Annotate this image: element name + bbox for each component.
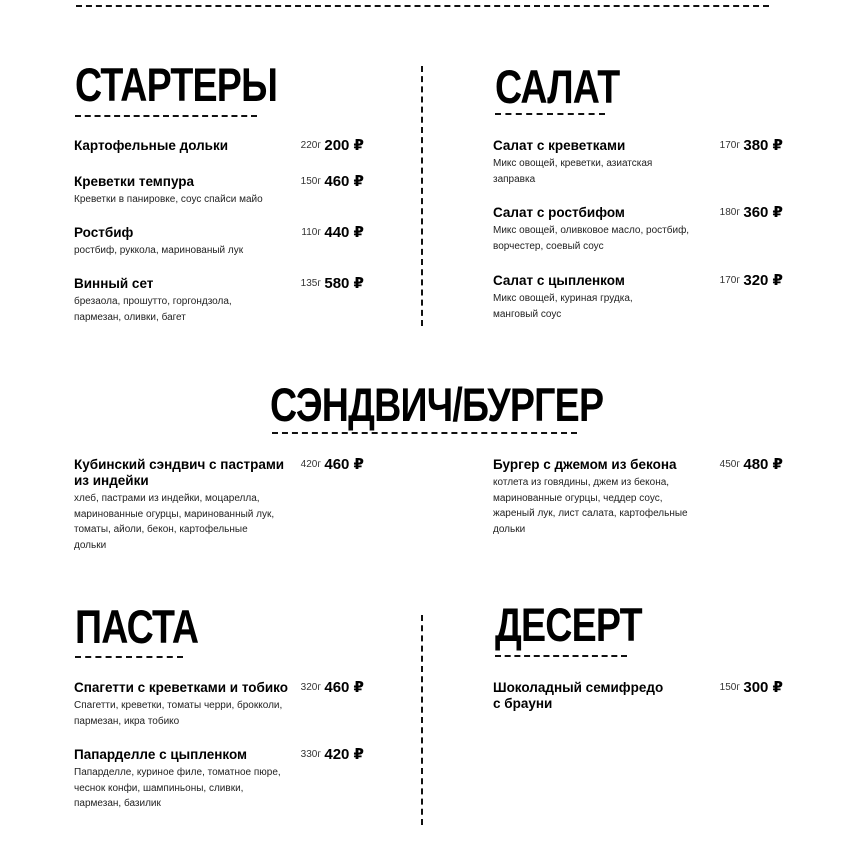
- item-description: Микс овощей, креветки, азиатская заправка: [493, 158, 653, 185]
- item-price: 580 ₽: [324, 275, 364, 292]
- menu-item: [74, 225, 364, 259]
- item-weight: 170г: [719, 140, 740, 151]
- item-name: Салат с цыпленком: [493, 273, 625, 288]
- item-name: Спагетти с креветками и тобико: [74, 680, 288, 695]
- item-weight: 150г: [300, 176, 321, 187]
- menu-item: [74, 138, 364, 154]
- menu-item: [493, 273, 783, 322]
- item-price: 380 ₽: [743, 137, 783, 154]
- item-description: Папарделле, куриное филе, томатное пюре, чеснок конфи, шампиньоны, сливки, пармезан, базилик: [74, 767, 281, 809]
- section-title: СЭНДВИЧ/БУРГЕР: [270, 378, 604, 431]
- item-weight: 320г: [300, 682, 321, 693]
- item-price: 460 ₽: [324, 456, 364, 473]
- item-price: 320 ₽: [743, 272, 783, 289]
- item-description: Микс овощей, куриная грудка, манговый соус: [493, 293, 633, 320]
- item-description: Креветки в панировке, соус спайси майо: [74, 194, 263, 205]
- menu-item: [493, 138, 783, 187]
- menu-item: [493, 680, 783, 712]
- menu-item: [493, 457, 783, 537]
- item-name: Папарделле с цыпленком: [74, 747, 248, 762]
- item-description: Микс овощей, оливковое масло, ростбиф, ворчестер, соевый соус: [493, 225, 690, 252]
- item-weight: 135г: [300, 278, 321, 289]
- item-weight: 330г: [300, 749, 321, 760]
- item-description: Спагетти, креветки, томаты черри, брокколи, пармезан, икра тобико: [74, 700, 283, 727]
- section-underline: [75, 115, 257, 117]
- item-weight: 420г: [300, 459, 321, 470]
- section-underline: [75, 656, 183, 658]
- item-price: 460 ₽: [324, 679, 364, 696]
- section-salad: [495, 60, 651, 113]
- section-title: ДЕСЕРТ: [495, 598, 642, 651]
- menu-item: [74, 276, 364, 325]
- item-weight: 450г: [719, 459, 740, 470]
- item-price: 480 ₽: [743, 456, 783, 473]
- section-underline: [495, 113, 605, 115]
- section-dessert: [495, 598, 679, 651]
- section-starters: [75, 58, 328, 111]
- section-title: СТАРТЕРЫ: [75, 58, 278, 111]
- section-sandwich-burger: [270, 378, 687, 431]
- item-name: Салат с креветками: [493, 138, 626, 153]
- column-divider-bottom: [421, 615, 423, 825]
- item-name: Салат с ростбифом: [493, 205, 625, 220]
- item-weight: 150г: [719, 682, 740, 693]
- section-title: ПАСТА: [75, 600, 199, 653]
- item-name: Винный сет: [74, 276, 154, 291]
- section-underline: [495, 655, 627, 657]
- item-price: 360 ₽: [743, 204, 783, 221]
- item-description: хлеб, пастрами из индейки, моцарелла, маринованные огурцы, маринованный лук, томаты, айоли, бекон, картофельные дольки: [74, 493, 275, 551]
- item-weight: 170г: [719, 275, 740, 286]
- item-weight: 180г: [719, 207, 740, 218]
- item-name: Картофельные дольки: [74, 138, 229, 153]
- item-name: Шоколадный семифредо с брауни: [493, 680, 664, 711]
- menu-item: [493, 205, 783, 254]
- menu-item: [74, 457, 364, 553]
- section-title: САЛАТ: [495, 60, 620, 113]
- item-name: Бургер с джемом из бекона: [493, 457, 677, 472]
- item-weight: 110г: [301, 227, 321, 238]
- item-description: брезаола, прошутто, горгондзола, пармезан, оливки, багет: [74, 296, 232, 323]
- section-pasta: [75, 600, 229, 653]
- item-name: Креветки темпура: [74, 174, 195, 189]
- column-divider-top: [421, 66, 423, 326]
- item-price: 200 ₽: [324, 137, 364, 154]
- menu-item: [74, 680, 364, 729]
- menu-item: [74, 747, 364, 812]
- item-weight: 220г: [300, 140, 321, 151]
- item-price: 300 ₽: [743, 679, 783, 696]
- item-price: 460 ₽: [324, 173, 364, 190]
- section-underline: [272, 432, 577, 434]
- menu-item: [74, 174, 364, 208]
- item-description: котлета из говядины, джем из бекона, маринованные огурцы, чеддер соус, жареный лук, лист салата, картофельные дольки: [493, 477, 688, 535]
- item-description: ростбиф, руккола, маринованый лук: [74, 245, 244, 256]
- item-name: Кубинский сэндвич с пастрами из индейки: [74, 457, 285, 488]
- item-name: Ростбиф: [74, 225, 134, 240]
- top-dashed-rule: [76, 5, 769, 7]
- item-price: 440 ₽: [324, 224, 364, 241]
- item-price: 420 ₽: [324, 746, 364, 763]
